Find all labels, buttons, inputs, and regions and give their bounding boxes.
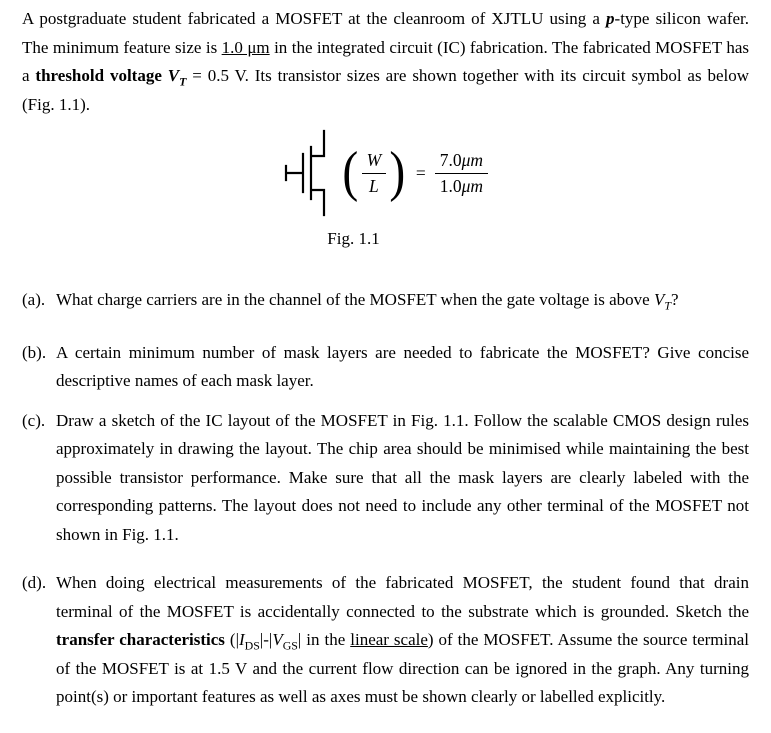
question-c — [22, 407, 749, 550]
size-denominator: 1.0μm — [439, 175, 484, 196]
question-a-label: (a). — [22, 290, 46, 309]
size-fraction — [435, 150, 488, 197]
wl-numerator: W — [362, 150, 387, 174]
figure-1-1 — [22, 129, 749, 252]
question-c-text: Draw a sketch of the IC layout of the MOSFET in Fig. 1.1. Follow the scalable CMOS design rules approximately in drawing the layout. The chip area should be minimised while maintaining the best possible transistor performance. Make sure that all the mask layers are clearly labeled with the corresponding patterns. The layout does not need to include any other terminal of the MOSFET not shown in Fig. 1.1. — [56, 410, 749, 544]
question-d — [22, 569, 749, 712]
wl-fraction — [362, 150, 387, 197]
mosfet-symbol-icon — [283, 129, 333, 217]
intro-paragraph: A postgraduate student fabricated a MOSFET at the cleanroom of XJTLU using a p-type silicon wafer. The minimum feature size is 1.0 μm in the integrated circuit (IC) fabrication. The fabricated MOSFET has a threshold voltage $V_T = 0.5$ V. Its transistor sizes are shown together with its circuit symbol as below (Fig. 1.1). — [22, 9, 750, 114]
question-b — [22, 339, 749, 396]
question-b-text: A certain minimum number of mask layers are needed to fabricate the MOSFET? Give concise descriptive names of each mask layer. — [56, 342, 749, 390]
figure-content — [283, 129, 488, 217]
question-b-label: (b). — [22, 342, 47, 362]
open-paren-glyph: ( — [342, 141, 359, 204]
equals-sign: = — [415, 162, 426, 183]
close-paren-glyph: ) — [389, 141, 406, 204]
micron-unit: μm — [461, 149, 484, 170]
micron-unit: μm — [461, 175, 484, 196]
question-d-label: (d). — [22, 573, 47, 592]
question-c-label: (c). — [22, 410, 46, 430]
wl-denominator: L — [369, 175, 379, 196]
size-numerator: 7.0μm — [435, 150, 488, 174]
wl-equation — [341, 141, 488, 204]
figure-caption: Fig. 1.1 — [327, 229, 380, 248]
question-d-text: When doing electrical measurements of the fabricated MOSFET, the student found that drain terminal of the MOSFET is accidentally connected to the substrate which is grounded. Sketch the transfer characteristics ($|I_{DS}|-|V_{GS}|$ in the linear scale) of the MOSFET. Assume the source terminal of the MOSFET is at 1.5 V and the current flow direction can be ignored in the graph. Any turning point(s) or important features as well as axes must be shown clearly or labelled explicitly. — [56, 573, 749, 706]
question-a-text: What charge carriers are in the channel of the MOSFET when the gate voltage is above $V_T$? — [56, 290, 679, 313]
question-a — [22, 286, 749, 315]
